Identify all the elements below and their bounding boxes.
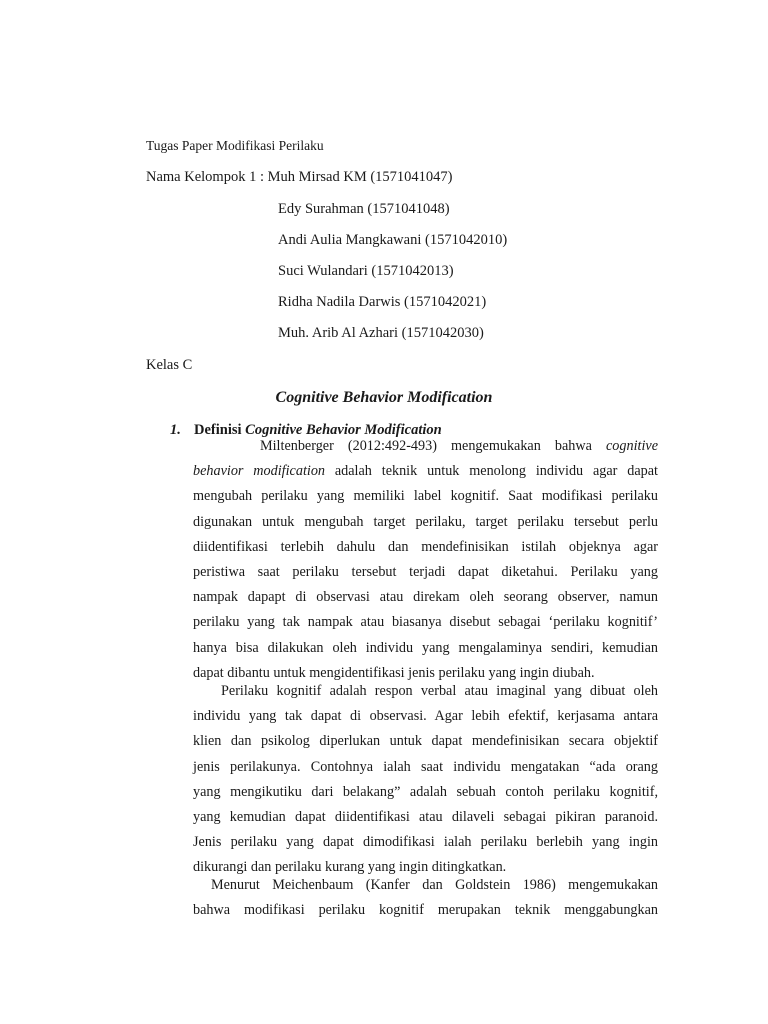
paragraph-line: Jenis perilaku yang dapat dimodifikasi ialah perilaku berlebih yang ingin	[193, 834, 658, 851]
paragraph-2	[193, 682, 658, 884]
task-title: Tugas Paper Modifikasi Perilaku	[146, 138, 324, 153]
paragraph-line: yang kemudian dapat diidentifikasi atau dilaveli sebagai pikiran paranoid.	[193, 808, 658, 825]
paragraph-line: bahwa modifikasi perilaku kognitif merupakan teknik menggabungkan	[193, 902, 658, 919]
paragraph-3	[193, 876, 658, 926]
paragraph-line: Menurut Meichenbaum (Kanfer dan Goldstein 1986) mengemukakan	[211, 877, 658, 893]
paragraph-line: behavior modification adalah teknik untuk menolong individu agar dapat	[193, 463, 658, 480]
paragraph-line: hanya bisa dilakukan oleh individu yang mengalaminya sendiri, kemudian	[193, 639, 658, 656]
paragraph-line: Miltenberger (2012:492-493) mengemukakan bahwa cognitive	[260, 438, 658, 454]
section-number: 1.	[170, 422, 181, 438]
member-2: Edy Surahman (1571041048)	[278, 201, 450, 217]
paragraph-line: klien dan psikolog diperlukan untuk dapat mendefinisikan secara objektif	[193, 733, 658, 750]
class-label: Kelas C	[146, 357, 193, 373]
document-title: Cognitive Behavior Modification	[275, 389, 493, 406]
paragraph-line: jenis perilakunya. Contohnya ialah saat individu mengatakan “ada orang	[193, 758, 658, 775]
paragraph-line: Perilaku kognitif adalah respon verbal atau imaginal yang dibuat oleh	[221, 683, 658, 699]
section-title-plain: Definisi	[194, 422, 246, 438]
paragraph-line: perilaku yang tak nampak atau biasanya disebut sebagai ‘perilaku kognitif’	[193, 614, 658, 631]
paragraph-line: yang mengikutiku dari belakang” adalah sebuah contoh perilaku kognitif,	[193, 783, 658, 800]
paragraph-line: dikurangi dan perilaku kurang yang ingin ditingkatkan.	[193, 859, 507, 876]
member-6: Muh. Arib Al Azhari (1571042030)	[278, 325, 484, 341]
paragraph-line: nampak dapapt di observasi atau direkam oleh seorang observer, namun	[193, 589, 658, 606]
group-label: Nama Kelompok 1 :	[146, 169, 268, 185]
member-1: Muh Mirsad KM (1571041047)	[267, 169, 453, 185]
member-5: Ridha Nadila Darwis (1571042021)	[278, 294, 487, 310]
paragraph-line: mengubah perilaku yang memiliki label kognitif. Saat modifikasi perilaku	[193, 488, 658, 505]
group-row	[146, 168, 453, 186]
paragraph-line: peristiwa saat perilaku tersebut terjadi dapat diketahui. Perilaku yang	[193, 563, 658, 580]
paragraph-line: individu yang tak dapat di observasi. Agar lebih efektif, kerjasama antara	[193, 708, 658, 725]
section-title-italic: Cognitive Behavior Modification	[245, 422, 442, 438]
paragraph-line: dapat dibantu untuk mengidentifikasi jenis perilaku yang ingin diubah.	[193, 664, 595, 681]
paragraph-line: digunakan untuk mengubah target perilaku, target perilaku tersebut perlu	[193, 513, 658, 530]
paragraph-1	[193, 437, 658, 689]
member-4: Suci Wulandari (1571042013)	[278, 263, 454, 279]
paragraph-line: diidentifikasi terlebih dahulu dan mendefinisikan istilah objeknya agar	[193, 538, 658, 555]
member-3: Andi Aulia Mangkawani (1571042010)	[278, 232, 508, 248]
